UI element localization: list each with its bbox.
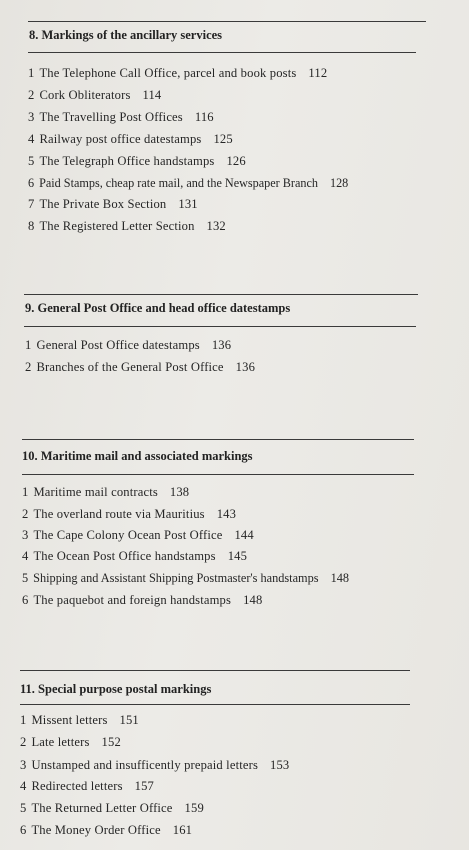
section-8-top-rule [28, 21, 426, 22]
toc-entry: 4 The Ocean Post Office handstamps 145 [22, 549, 248, 563]
toc-entry: 2 Cork Obliterators 114 [28, 88, 162, 102]
toc-entry: 6 The paquebot and foreign handstamps 148 [22, 593, 263, 607]
toc-entry: 1 The Telephone Call Office, parcel and book posts 112 [28, 66, 328, 80]
toc-entry: 6 The Money Order Office 161 [20, 823, 193, 837]
section-10-bottom-rule [22, 474, 414, 475]
section-11-heading: 11. Special purpose postal markings [20, 682, 212, 696]
section-9-top-rule [24, 294, 418, 295]
toc-entry: 1 Missent letters 151 [20, 713, 139, 727]
toc-entry: 7 The Private Box Section 131 [28, 197, 198, 211]
toc-entry: 5 The Returned Letter Office 159 [20, 801, 204, 815]
section-9-heading: 9. General Post Office and head office datestamps [25, 301, 291, 315]
toc-entry: 4 Redirected letters 157 [20, 779, 154, 793]
section-11-bottom-rule [20, 704, 410, 705]
toc-entry: 3 The Cape Colony Ocean Post Office 144 [22, 528, 254, 542]
toc-entry: 3 Unstamped and insufficently prepaid letters 153 [20, 758, 290, 772]
toc-entry: 5 Shipping and Assistant Shipping Postmaster's handstamps 148 [22, 571, 350, 585]
section-8-heading: 8. Markings of the ancillary services [29, 28, 223, 42]
section-11-top-rule [20, 670, 410, 671]
toc-entry: 5 The Telegraph Office handstamps 126 [28, 154, 246, 168]
toc-entry: 3 The Travelling Post Offices 116 [28, 110, 214, 124]
toc-entry: 2 The overland route via Mauritius 143 [22, 507, 237, 521]
section-9-bottom-rule [24, 326, 416, 327]
toc-entry: 2 Late letters 152 [20, 735, 121, 749]
toc-entry: 2 Branches of the General Post Office 136 [25, 360, 256, 374]
section-10-heading: 10. Maritime mail and associated markings [22, 449, 253, 463]
toc-entry: 6 Paid Stamps, cheap rate mail, and the Newspaper Branch 128 [28, 176, 349, 190]
toc-entry: 4 Railway post office datestamps 125 [28, 132, 233, 146]
section-8-bottom-rule [28, 52, 416, 53]
toc-entry: 1 General Post Office datestamps 136 [25, 338, 232, 352]
toc-entry: 8 The Registered Letter Section 132 [28, 219, 226, 233]
section-10-top-rule [22, 439, 414, 440]
toc-entry: 1 Maritime mail contracts 138 [22, 485, 190, 499]
